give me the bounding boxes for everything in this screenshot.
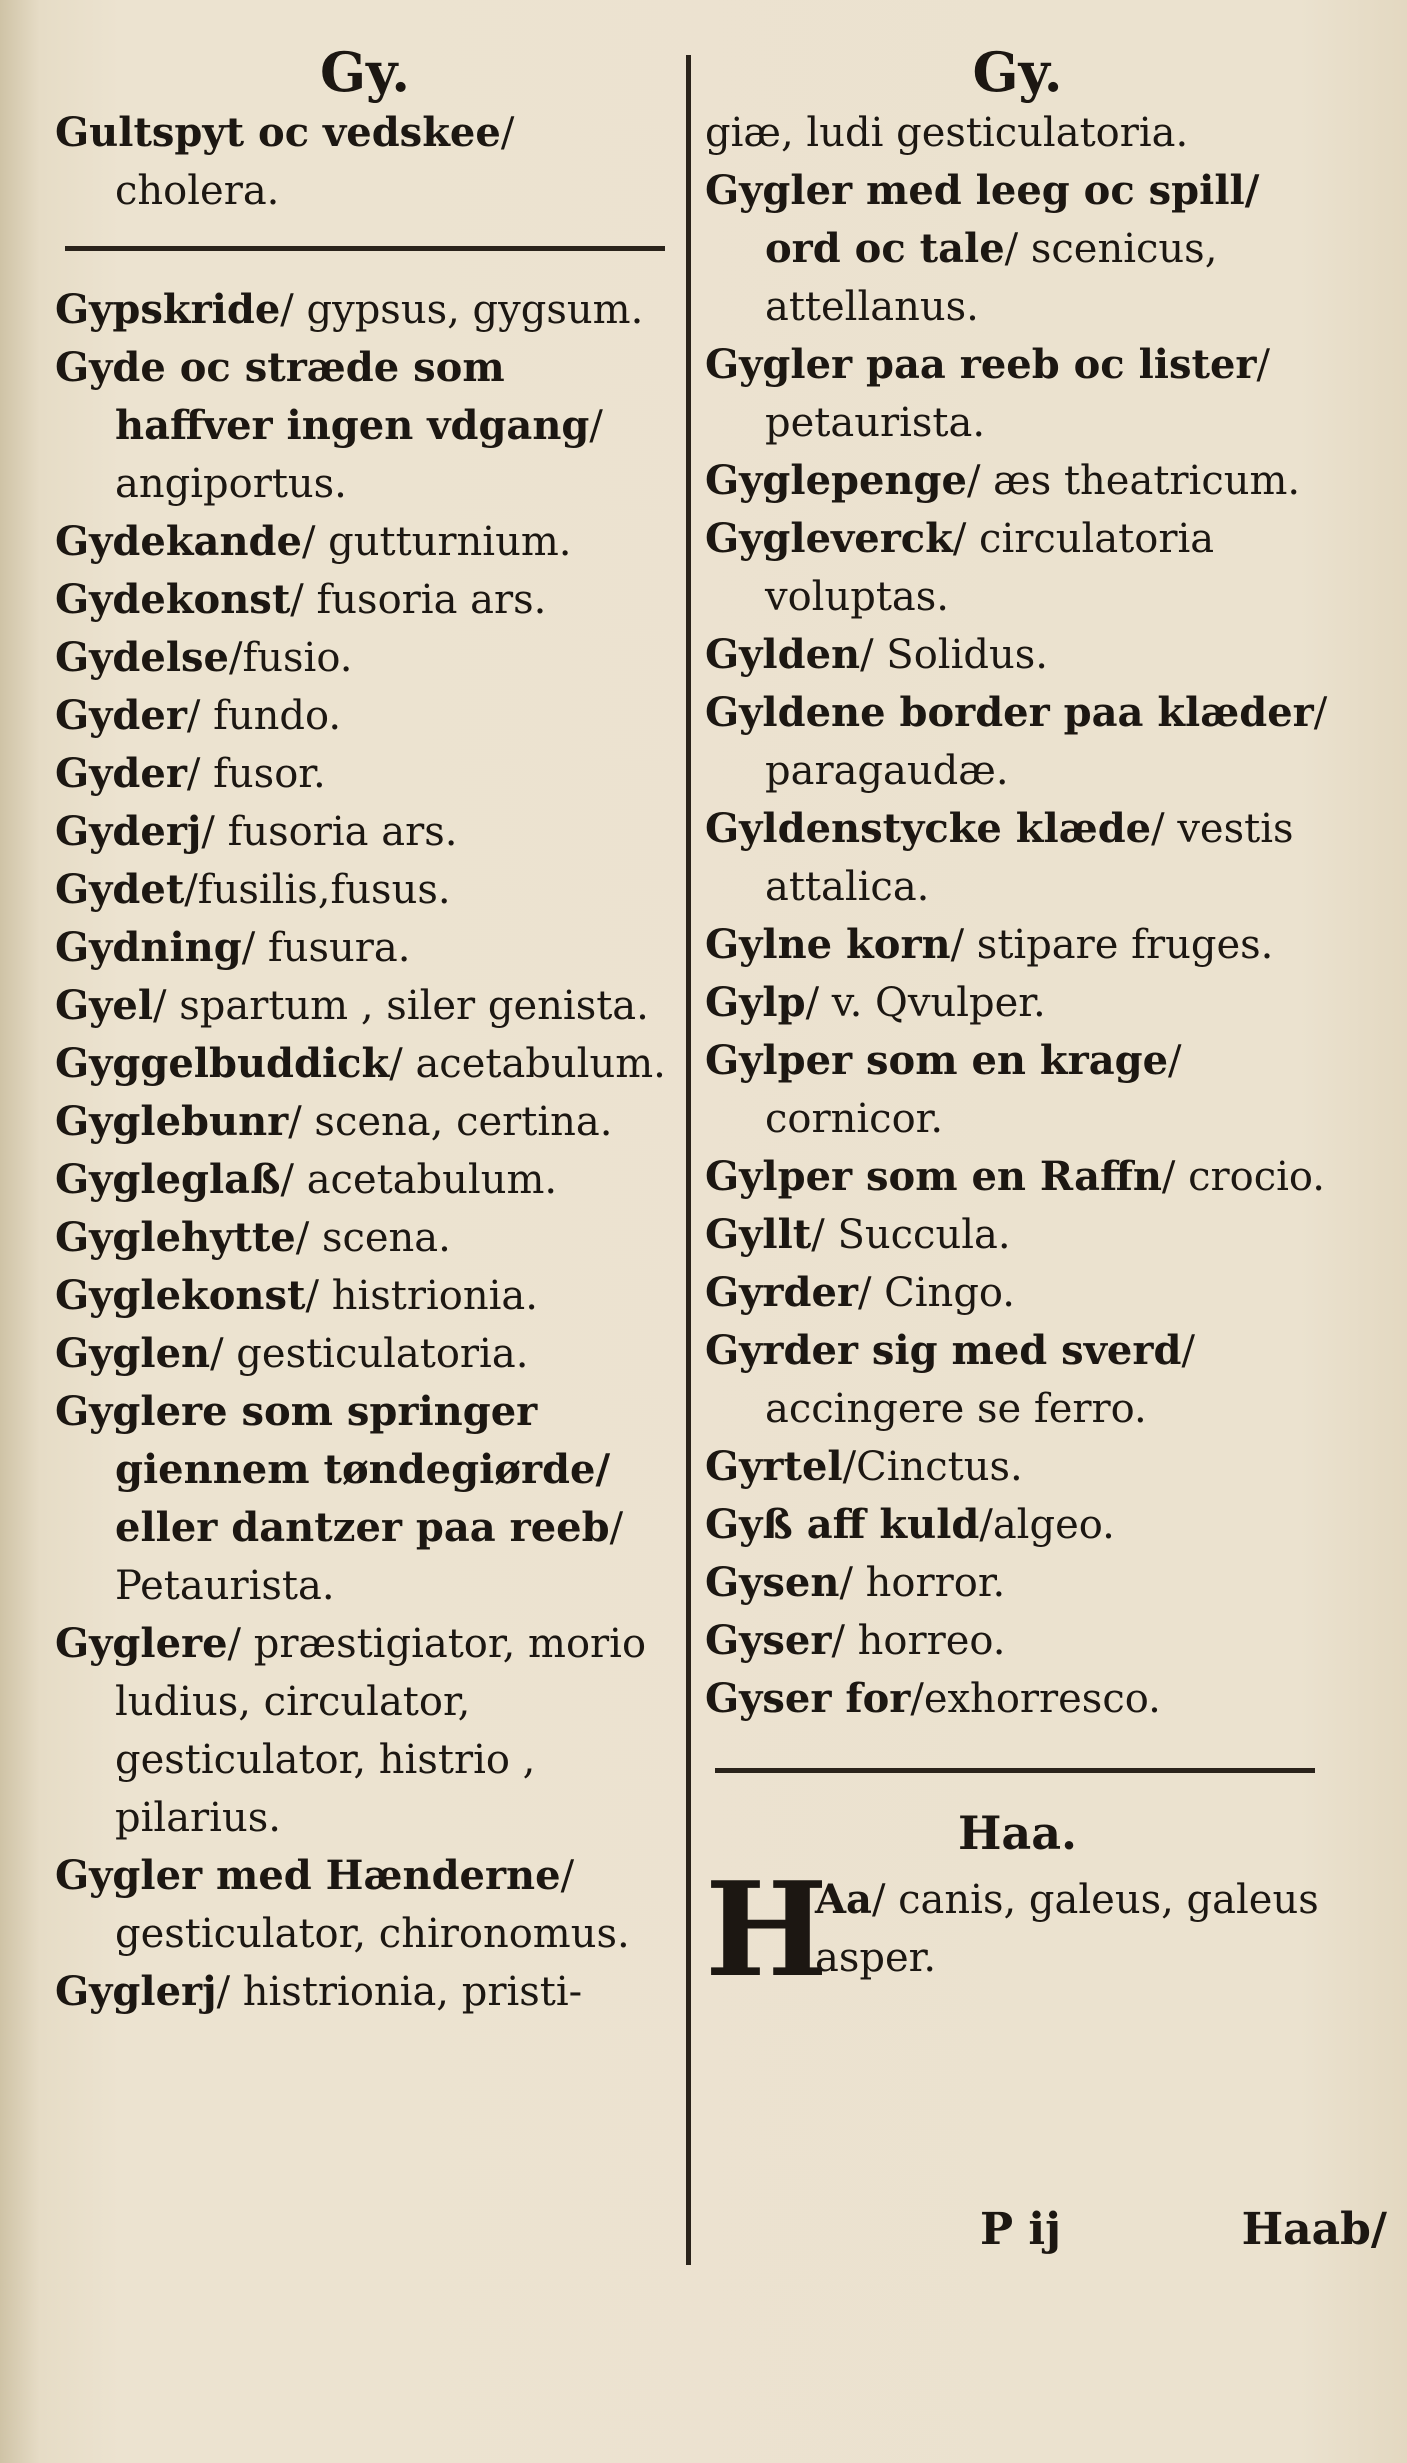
entry-headword: Gydelse bbox=[55, 634, 229, 681]
entry-headword: Gyrder bbox=[705, 1269, 858, 1316]
right-entries bbox=[705, 104, 1330, 1728]
entry-gloss: / stipare fruges. bbox=[950, 922, 1274, 968]
entry-gloss: / cholera. bbox=[115, 110, 515, 214]
entry-headword: Gyldenstycke klæde bbox=[705, 805, 1152, 852]
entry-gloss: / accingere se ferro. bbox=[765, 1328, 1195, 1432]
initial-entry bbox=[705, 1853, 1330, 2006]
entry-gloss: / histrionia, pristi- bbox=[216, 1969, 583, 2015]
entry-headword: Gyglebunr bbox=[55, 1098, 289, 1145]
dictionary-entry bbox=[705, 1612, 1330, 1670]
dictionary-entry bbox=[705, 1438, 1330, 1496]
entry-gloss: / gutturnium. bbox=[301, 519, 572, 565]
entry-gloss: / scena, certina. bbox=[288, 1099, 613, 1145]
entry-gloss: / horror. bbox=[839, 1560, 1006, 1606]
entry-gloss: / fusoria ars. bbox=[290, 577, 547, 623]
entry-gloss: /exhorresco. bbox=[910, 1676, 1161, 1722]
drop-cap: H bbox=[705, 1853, 828, 2006]
entry-headword: Gydning bbox=[55, 924, 242, 971]
entry-gloss: / angiportus. bbox=[115, 403, 603, 507]
entry-gloss: /Cinctus. bbox=[842, 1444, 1023, 1490]
dictionary-entry bbox=[705, 1670, 1330, 1728]
dictionary-entry bbox=[55, 1325, 675, 1383]
left-entries bbox=[55, 281, 675, 2021]
dictionary-entry bbox=[705, 800, 1330, 916]
entry-gloss: / fusoria ars. bbox=[201, 809, 458, 855]
entry-headword: Gydet bbox=[55, 866, 185, 913]
entry-headword: Gyder bbox=[55, 692, 187, 739]
dictionary-entry bbox=[55, 1267, 675, 1325]
entry-headword: Gygler med Hænderne bbox=[55, 1852, 561, 1899]
entry-gloss: / circulatoria voluptas. bbox=[765, 516, 1215, 620]
entry-headword: Gyglere bbox=[55, 1620, 228, 1667]
entry-gloss: / acetabulum. bbox=[280, 1157, 558, 1203]
entry-gloss: / Petaurista. bbox=[115, 1505, 624, 1609]
entry-gloss: /fusilis,fusus. bbox=[184, 867, 451, 913]
dictionary-entry bbox=[705, 162, 1330, 336]
dictionary-entry bbox=[55, 1209, 675, 1267]
section-rule-left bbox=[65, 246, 665, 251]
dictionary-entry bbox=[705, 1554, 1330, 1612]
dictionary-entry bbox=[55, 1383, 675, 1615]
signature-mark: P ij bbox=[980, 2204, 1062, 2255]
entry-headword: Gygler paa reeb oc lister bbox=[705, 341, 1257, 388]
entry-gloss: / Solidus. bbox=[860, 632, 1048, 678]
entry-gloss: / scena. bbox=[295, 1215, 451, 1261]
dictionary-entry bbox=[55, 1151, 675, 1209]
entry-headword: Gyllt bbox=[705, 1211, 812, 1258]
section-rule-right bbox=[715, 1768, 1315, 1773]
entry-gloss: / Succula. bbox=[811, 1212, 1011, 1258]
dictionary-entry bbox=[55, 339, 675, 513]
entry-gloss: / spartum , siler genista. bbox=[153, 983, 649, 1029]
dictionary-entry bbox=[705, 104, 1330, 162]
dictionary-entry bbox=[55, 977, 675, 1035]
entry-headword: Gyglekonst bbox=[55, 1272, 306, 1319]
entry-gloss: / Cingo. bbox=[857, 1270, 1016, 1316]
entry-headword: Gysen bbox=[705, 1559, 840, 1606]
entry-headword: Gyrtel bbox=[705, 1443, 843, 1490]
entry-headword: Gypskride bbox=[55, 286, 281, 333]
entry-headword: Gyser for bbox=[705, 1675, 911, 1722]
dictionary-entry bbox=[55, 861, 675, 919]
entry-gloss: / horreo. bbox=[831, 1618, 1006, 1664]
entry-headword: Gyß aff kuld bbox=[705, 1501, 980, 1548]
left-top-entries bbox=[55, 104, 675, 220]
entry-gloss: / paragaudæ. bbox=[765, 690, 1328, 794]
dictionary-entry bbox=[55, 1035, 675, 1093]
dictionary-entry bbox=[55, 629, 675, 687]
section-heading: Haa. bbox=[957, 1806, 1078, 1860]
dictionary-entry bbox=[705, 510, 1330, 626]
entry-gloss: giæ, ludi gesticulatoria. bbox=[705, 110, 1189, 156]
dictionary-entry bbox=[705, 1206, 1330, 1264]
entry-headword: Gylper som en Raffn bbox=[705, 1153, 1162, 1200]
dictionary-entry bbox=[705, 1322, 1330, 1438]
entry-gloss: / crocio. bbox=[1161, 1154, 1326, 1200]
entry-gloss: / fusura. bbox=[241, 925, 411, 971]
dictionary-entry bbox=[55, 919, 675, 977]
dictionary-entry bbox=[705, 1496, 1330, 1554]
dictionary-entry bbox=[55, 745, 675, 803]
entry-gloss: / petaurista. bbox=[765, 342, 1270, 446]
entry-gloss: /algeo. bbox=[979, 1502, 1115, 1548]
entry-gloss: / æs theatricum. bbox=[966, 458, 1301, 504]
dictionary-entry bbox=[705, 626, 1330, 684]
entry-headword: Gyde oc stræde som haffver ingen vdgang bbox=[55, 344, 590, 449]
entry-headword: Gylp bbox=[705, 979, 806, 1026]
dictionary-entry bbox=[705, 684, 1330, 800]
running-head-left: Gy. bbox=[319, 40, 411, 104]
entry-headword: Gyglere som springer giennem tøndegiørde/ eller dantzer paa reeb bbox=[55, 1388, 611, 1551]
left-column bbox=[55, 40, 675, 2021]
dictionary-entry bbox=[55, 1615, 675, 1847]
entry-headword: Gylne korn bbox=[705, 921, 951, 968]
dictionary-entry bbox=[705, 452, 1330, 510]
entry-headword: Gyrder sig med sverd bbox=[705, 1327, 1182, 1374]
entry-gloss: / fundo. bbox=[186, 693, 342, 739]
entry-gloss: / v. Qvulper. bbox=[805, 980, 1046, 1026]
right-column bbox=[705, 40, 1330, 2006]
initial-gloss: / canis, galeus, galeus asper. bbox=[815, 1877, 1319, 1981]
entry-gloss: / gesticulator, chironomus. bbox=[115, 1853, 630, 1957]
dictionary-entry bbox=[705, 1264, 1330, 1322]
dictionary-entry bbox=[705, 916, 1330, 974]
entry-headword: Gylden bbox=[705, 631, 861, 678]
entry-gloss: / præstigiator, morio ludius, circulator, gesticulator, histrio , pilarius. bbox=[115, 1621, 647, 1841]
entry-gloss: / gesticulatoria. bbox=[210, 1331, 529, 1377]
dictionary-entry bbox=[55, 104, 675, 220]
entry-headword: Gyglen bbox=[55, 1330, 211, 1377]
entry-headword: Gydekande bbox=[55, 518, 302, 565]
dictionary-entry bbox=[705, 336, 1330, 452]
initial-headword: Aa bbox=[815, 1876, 872, 1923]
entry-headword: Gydekonst bbox=[55, 576, 291, 623]
entry-headword: Gyggelbuddick bbox=[55, 1040, 390, 1087]
entry-headword: Gyel bbox=[55, 982, 154, 1029]
dictionary-entry bbox=[55, 1093, 675, 1151]
entry-gloss: / gypsus, gygsum. bbox=[280, 287, 644, 333]
dictionary-entry bbox=[55, 1847, 675, 1963]
entry-headword: Gyldene border paa klæder bbox=[705, 689, 1314, 736]
entry-headword: Gygleglaß bbox=[55, 1156, 281, 1203]
entry-headword: Gyglerj bbox=[55, 1968, 217, 2015]
dictionary-entry bbox=[55, 513, 675, 571]
entry-headword: Gultspyt oc vedskee bbox=[55, 109, 501, 156]
entry-gloss: / fusor. bbox=[186, 751, 326, 797]
column-divider bbox=[686, 55, 691, 2265]
entry-headword: Gyder bbox=[55, 750, 187, 797]
dictionary-entry bbox=[55, 687, 675, 745]
entry-gloss: / acetabulum. bbox=[389, 1041, 666, 1087]
entry-gloss: / histrionia. bbox=[305, 1273, 538, 1319]
entry-headword: Gyderj bbox=[55, 808, 202, 855]
entry-gloss: / cornicor. bbox=[765, 1038, 1182, 1142]
dictionary-entry bbox=[705, 1032, 1330, 1148]
dictionary-entry bbox=[705, 974, 1330, 1032]
entry-gloss: / scenicus, attellanus. bbox=[765, 226, 1218, 330]
dictionary-entry bbox=[55, 281, 675, 339]
dictionary-entry bbox=[55, 571, 675, 629]
entry-headword: Gyser bbox=[705, 1617, 832, 1664]
entry-headword: Gygleverck bbox=[705, 515, 953, 562]
catchword: Haab/ bbox=[1241, 2204, 1387, 2255]
entry-headword: Gygler med leeg oc spill/ ord oc tale bbox=[705, 167, 1260, 272]
dictionary-entry bbox=[55, 803, 675, 861]
entry-gloss: /fusio. bbox=[228, 635, 353, 681]
entry-headword: Gyglehytte bbox=[55, 1214, 296, 1261]
entry-gloss: / vestis attalica. bbox=[765, 806, 1294, 910]
running-head-right: Gy. bbox=[972, 40, 1063, 104]
entry-headword: Gylper som en krage bbox=[705, 1037, 1169, 1084]
dictionary-entry bbox=[55, 1963, 675, 2021]
dictionary-entry bbox=[705, 1148, 1330, 1206]
entry-headword: Gyglepenge bbox=[705, 457, 967, 504]
